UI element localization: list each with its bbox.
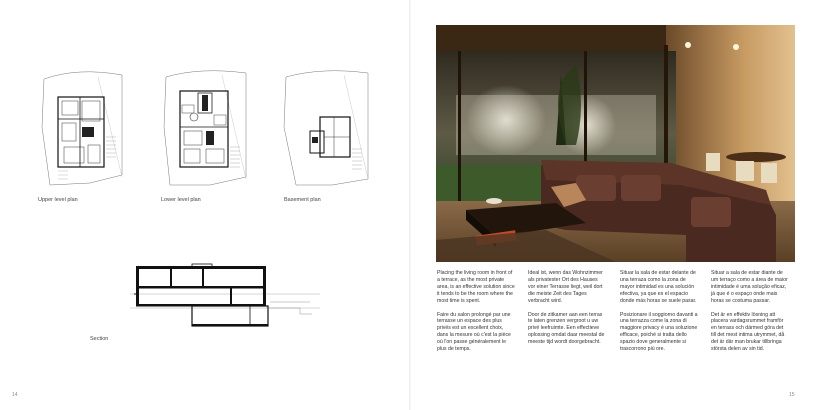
paragraph-swedish: Det är en effektiv lösning att placera vardagsrummet framför en terrass och därmed göra det till det mest intima utrymmet, då det är där man brukar tillbringa största delen av sin tid. — [711, 311, 785, 353]
caption-basement-plan: Basement plan — [284, 197, 321, 203]
paragraph-portuguese: Situar a sala de estar diante de um terraço como a área de maior intimidade é uma solução eficaz, já que é o espaço onde mais horas se costuma passar. — [711, 270, 788, 304]
paragraph-italian: Posizionare il soggiorno davanti a una terrazza come la zona di maggiore privacy è una soluzione efficace, poiché si tratta dello spazio dove generalmente si trascorrono più ore. — [620, 311, 698, 353]
section-drawing — [130, 262, 320, 332]
upper-level-plan — [38, 67, 128, 189]
paragraph-english: Placing the living room in front of a terrace, as the most private area, is an effective solution since it tends to be the room where the most time is spent. — [437, 270, 515, 304]
text-column-pt-sv — [711, 270, 789, 360]
caption-lower-level-plan: Lower level plan — [161, 197, 201, 203]
paragraph-spanish: Situar la sala de estar delante de una terraza como la zona de mayor intimidad es una solución efectiva, ya que es el espacio donde más horas se suele pasar. — [620, 270, 697, 304]
page-number-right: 15 — [789, 392, 795, 398]
page-number-left: 14 — [12, 392, 18, 398]
paragraph-french: Faire du salon prolongé par une terrasse un espace des plus privés est un excellent choix, dans la mesure où c'est la pièce où l'on passe généralement le plus de temps. — [437, 311, 511, 353]
text-column-es-it — [620, 270, 698, 360]
text-column-en-fr — [437, 270, 515, 360]
paragraph-dutch: Door de zitkamer aan een terras te laten grenzen vergroot u uw privé leefruimte. Een effectieve oplossing omdat daar meestal de meeste tijd wordt doorgebracht. — [528, 311, 605, 346]
caption-upper-level-plan: Upper level plan — [38, 197, 78, 203]
lower-level-plan — [160, 67, 252, 189]
text-column-de-nl — [528, 270, 606, 353]
basement-plan — [282, 67, 374, 189]
caption-section: Section — [90, 336, 109, 342]
paragraph-german: Ideal ist, wenn das Wohnzimmer als privatester Ort des Hauses vor einer Terrasse liegt, weil dort die meiste Zeit des Tages verbracht wird. — [528, 270, 603, 304]
living-room-photo — [436, 25, 795, 262]
page-gutter — [409, 0, 411, 410]
